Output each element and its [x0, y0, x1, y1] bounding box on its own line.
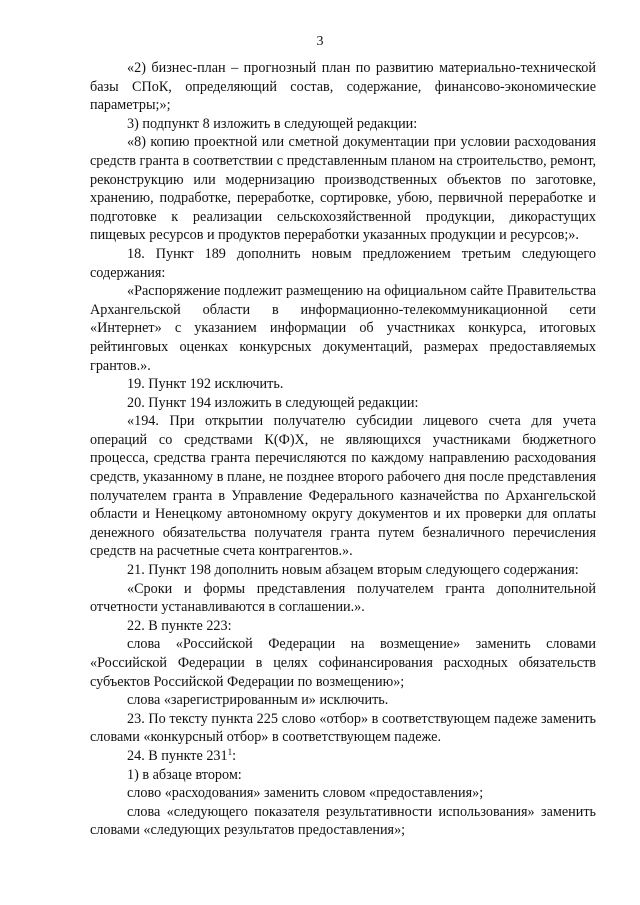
- paragraph-item-19: 19. Пункт 192 исключить.: [127, 376, 284, 393]
- paragraph-item-21: 21. Пункт 198 дополнить новым абзацем вторым следующего содержания:: [127, 562, 579, 579]
- paragraph-item-21-quote: «Сроки и формы представления получателем гранта дополнительной отчетности устанавливаются в соглашении.».: [90, 580, 596, 616]
- item-24-text: 24. В пункте 231: [127, 747, 228, 764]
- item-24-suffix: :: [232, 747, 237, 764]
- paragraph-item-23: 23. По тексту пункта 225 слово «отбор» в соответствующем падеже заменить словами «конкурсный отбор» в соответствующем падеже.: [90, 710, 596, 746]
- paragraph-item-24-words-replace: слова «следующего показателя результативности использования» заменить словами «следующих результатов предоставления»;: [90, 803, 596, 839]
- paragraph-item-24-word-replace: слово «расходования» заменить словом «предоставления»;: [127, 785, 484, 802]
- paragraph-subitem-8-intro: 3) подпункт 8 изложить в следующей редакции:: [127, 115, 418, 132]
- paragraph-item-20: 20. Пункт 194 изложить в следующей редакции:: [127, 394, 419, 411]
- item-24-superscript: 1: [227, 746, 233, 757]
- paragraph-item-22: 22. В пункте 223:: [127, 617, 232, 634]
- paragraph-business-plan: «2) бизнес-план – прогнозный план по развитию материально-технической базы СПоК, определяющий состав, содержание, финансово-экономические параметры;»;: [90, 60, 596, 114]
- paragraph-item-24-sub-1: 1) в абзаце втором:: [127, 766, 242, 783]
- paragraph-subitem-8-text: «8) копию проектной или сметной документации при условии расходования средств гранта в соответствии с представленным планом на строительство, ремонт, реконструкцию или модернизацию производственных объектов по заготовке, хранению, подработке, переработке, сортировке, убою, первичной переработке и подготовке к реализации сельскохозяйственной продукции, дикорастущих пищевых ресурсов и продуктов переработки указанных продукции и ресурсов;».: [90, 134, 596, 244]
- paragraph-item-22-words-2: слова «зарегистрированным и» исключить.: [127, 692, 389, 709]
- paragraph-item-20-quote: «194. При открытии получателю субсидии лицевого счета для учета операций со средствами К(Ф)Х, не являющихся участниками бюджетного процесса, средства гранта перечисляются по каждому направлению расходования средств, указанному в плане, не позднее второго рабочего дня после представления получателем гранта в Управление Федерального казначейства по Архангельской области и Ненецкому автономному округу документов и их проверки для оплаты денежного обязательства получателя гранта путем безналичного перечисления средств на расчетные счета контрагентов.».: [90, 413, 596, 560]
- paragraph-item-18: 18. Пункт 189 дополнить новым предложением третьим следующего содержания:: [90, 245, 596, 281]
- page-number: 3: [316, 34, 324, 49]
- paragraph-item-22-words-1: слова «Российской Федерации на возмещение» заменить словами «Российской Федерации в целях софинансирования расходных обязательств субъектов Российской Федерации по возмещению»;: [90, 636, 596, 690]
- document-body: [90, 59, 596, 840]
- paragraph-item-18-quote: «Распоряжение подлежит размещению на официальном сайте Правительства Архангельской области в информационно-телекоммуникационной сети «Интернет» с указанием информации об участниках конкурса, итоговых рейтинговых оценках конкурсных документаций, размерах предоставляемых грантов.».: [90, 283, 596, 374]
- paragraph-item-24: [90, 747, 596, 766]
